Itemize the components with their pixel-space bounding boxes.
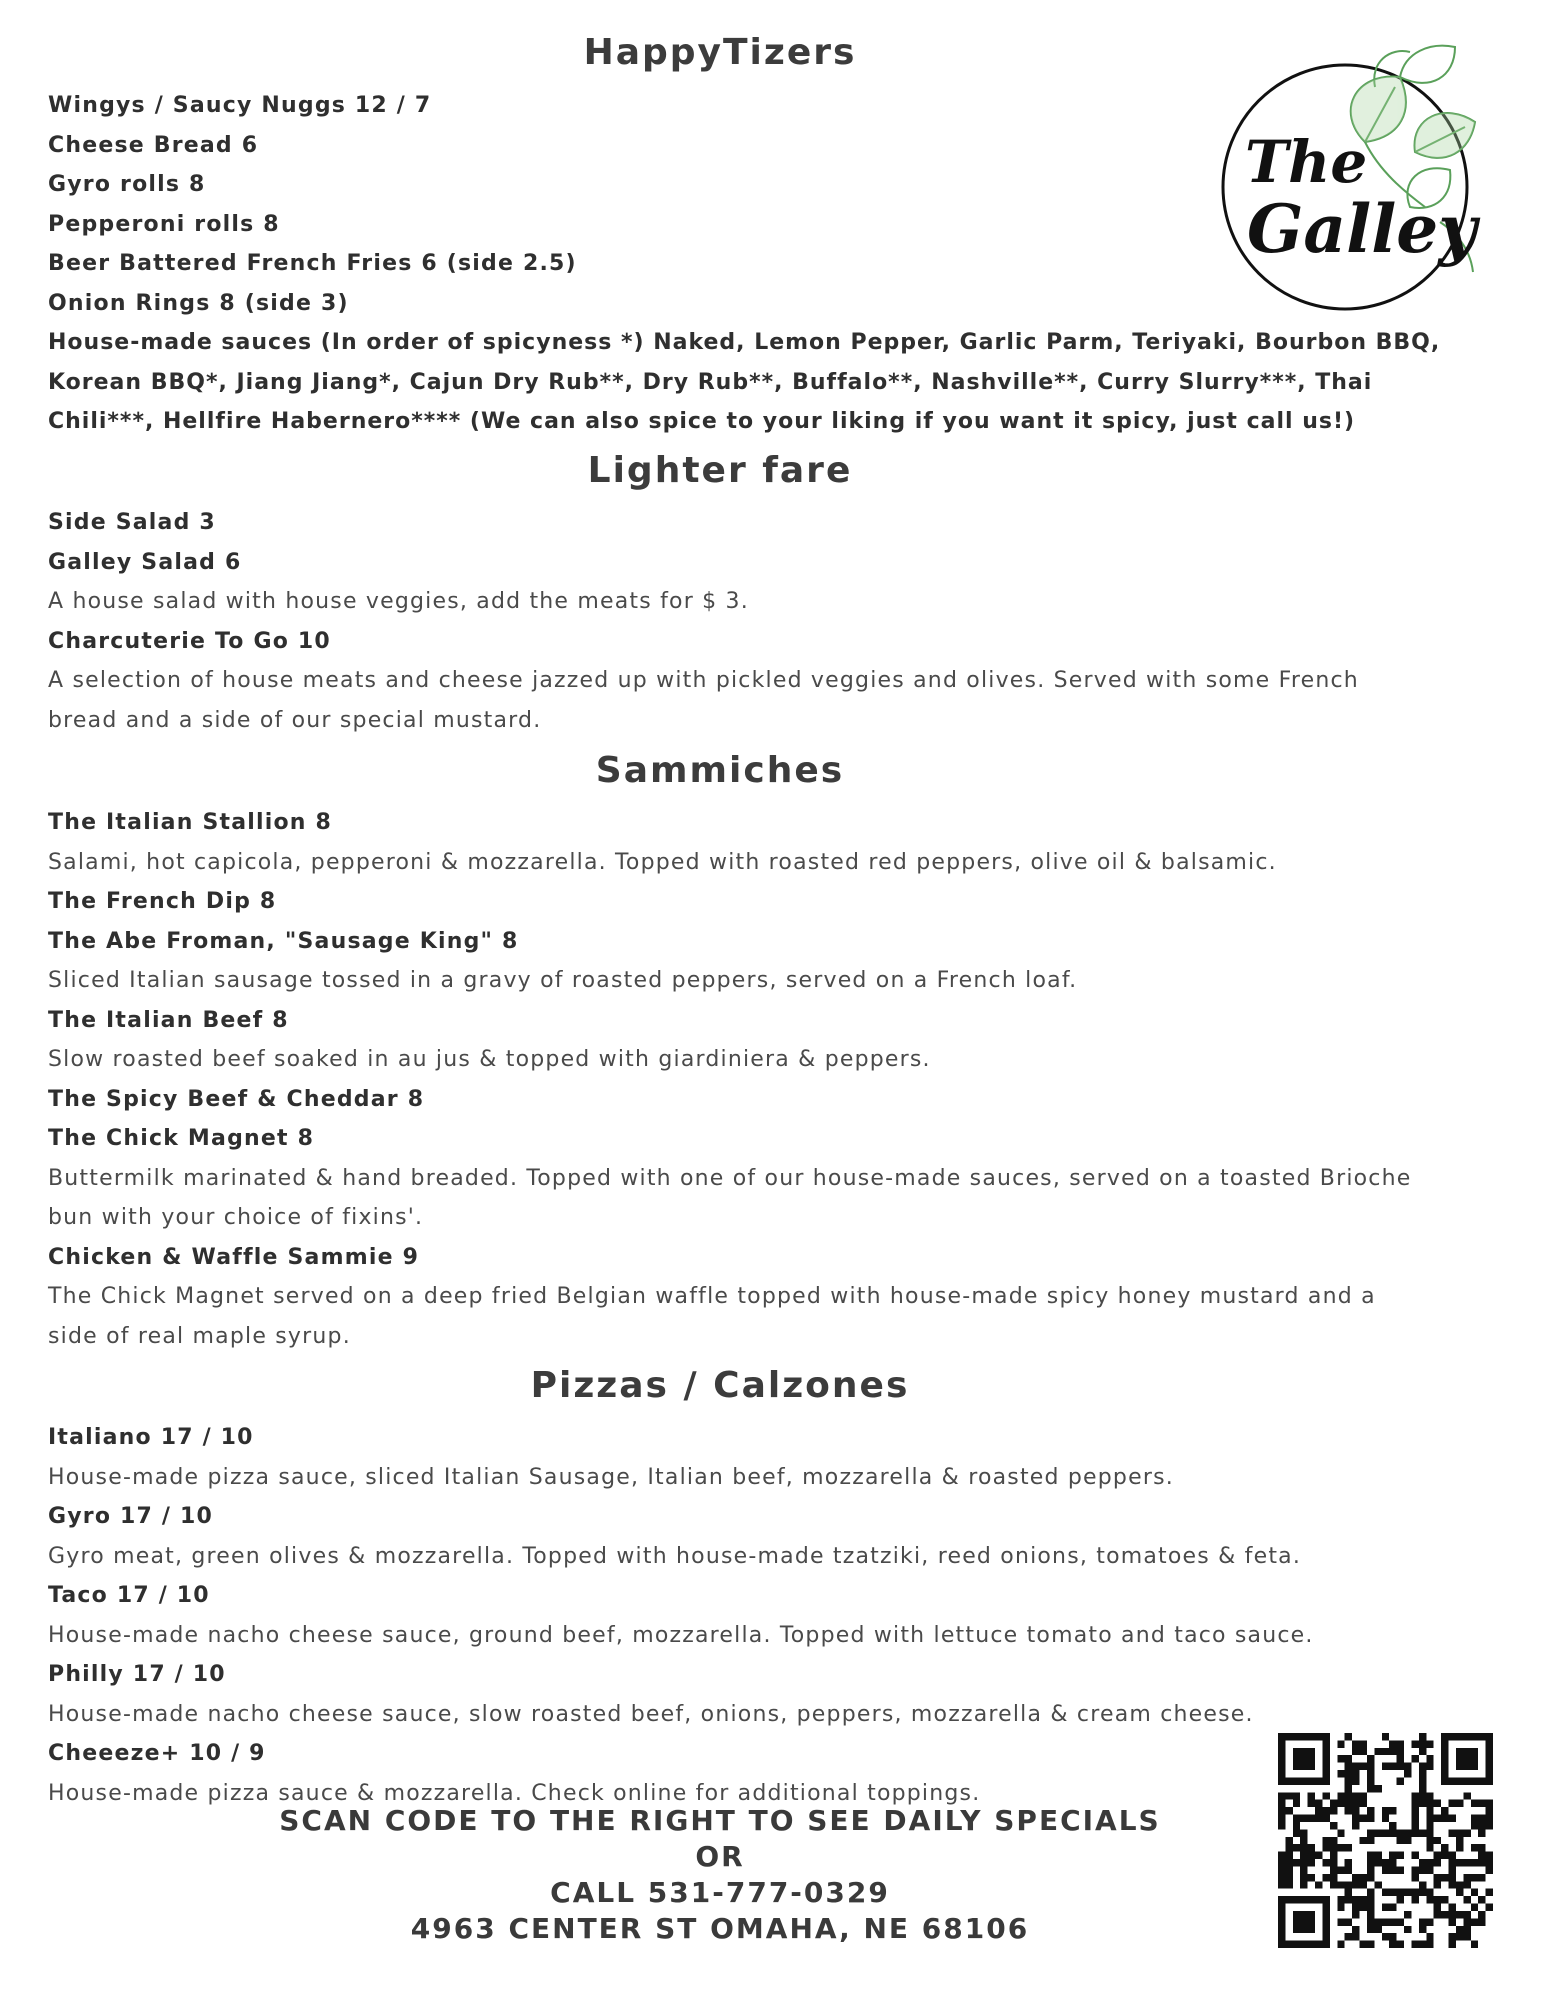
menu-item-taco-pizza: Taco 17 / 10: [48, 1583, 210, 1608]
menu-item-spicy-beef: The Spicy Beef & Cheddar 8: [48, 1086, 425, 1112]
menu-item-chick-magnet: The Chick Magnet 8: [48, 1126, 315, 1151]
menu-item-chicken-waffle: Chicken & Waffle Sammie 9: [48, 1244, 420, 1270]
pizzas-list: [48, 1418, 1488, 1813]
qr-code-icon[interactable]: [1278, 1733, 1493, 1948]
menu-item-side-salad: Side Salad 3: [48, 510, 216, 535]
menu-item-italiano: Italiano 17 / 10: [48, 1425, 254, 1450]
section-title-lighter-fare: Lighter fare: [587, 450, 853, 491]
happytizers-list: [48, 86, 1488, 442]
menu-item-description: House-made nacho cheese sauce, ground beef, mozzarella. Topped with lettuce tomato and taco sauce.: [48, 1622, 1314, 1648]
section-title-happytizers: HappyTizers: [583, 32, 857, 73]
footer-contact: [240, 1803, 1200, 1947]
menu-item-gyro-rolls: Gyro rolls 8: [48, 172, 206, 197]
section-title-sammiches: Sammiches: [595, 750, 845, 791]
menu-item-gyro-pizza: Gyro 17 / 10: [48, 1504, 214, 1529]
lighter-fare-list: [48, 503, 1488, 740]
menu-item-cheese-bread: Cheese Bread 6: [48, 132, 259, 158]
footer-address: 4963 CENTER ST OMAHA, NE 68106: [410, 1912, 1030, 1945]
menu-item-description: House-made nacho cheese sauce, slow roasted beef, onions, peppers, mozzarella & cream cheese.: [48, 1701, 1254, 1727]
menu-item-wingys: Wingys / Saucy Nuggs 12 / 7: [48, 93, 432, 118]
menu-item-french-dip: The French Dip 8: [48, 889, 277, 914]
menu-item-italian-beef: The Italian Beef 8: [48, 1007, 289, 1033]
menu-item-description: bread and a side of our special mustard.: [48, 707, 542, 733]
footer-scan-text: SCAN CODE TO THE RIGHT TO SEE DAILY SPECIALS: [279, 1804, 1161, 1837]
menu-item-french-fries: Beer Battered French Fries 6 (side 2.5): [48, 251, 577, 276]
logo-text-galley: Galley: [1247, 190, 1477, 268]
menu-item-philly-pizza: Philly 17 / 10: [48, 1662, 226, 1687]
sauces-line: House-made sauces (In order of spicyness *) Naked, Lemon Pepper, Garlic Parm, Teriyaki, Bourbon BBQ,: [48, 330, 1441, 355]
logo-text-the: The: [1245, 128, 1368, 196]
menu-item-description: Buttermilk marinated & hand breaded. Topped with one of our house-made sauces, served on a toasted Brioche: [48, 1165, 1412, 1191]
menu-item-italian-stallion: The Italian Stallion 8: [48, 810, 333, 835]
menu-item-galley-salad: Galley Salad 6: [48, 549, 242, 575]
menu-item-cheeeze: Cheeeze+ 10 / 9: [48, 1741, 266, 1766]
menu-item-description: A selection of house meats and cheese jazzed up with pickled veggies and olives. Served with some French: [48, 668, 1359, 693]
menu-item-onion-rings: Onion Rings 8 (side 3): [48, 290, 349, 316]
menu-item-description: Sliced Italian sausage tossed in a gravy of roasted peppers, served on a French loaf.: [48, 968, 1078, 993]
menu-item-description: Gyro meat, green olives & mozzarella. Topped with house-made tzatziki, reed onions, tomatoes & feta.: [48, 1543, 1302, 1569]
footer-phone[interactable]: CALL 531-777-0329: [550, 1876, 890, 1909]
menu-item-description: Slow roasted beef soaked in au jus & topped with giardiniera & peppers.: [48, 1047, 931, 1072]
sauces-line: Korean BBQ*, Jiang Jiang*, Cajun Dry Rub**, Dry Rub**, Buffalo**, Nashville**, Curry Slurry***, Thai: [48, 369, 1373, 395]
footer-or-text: OR: [695, 1840, 745, 1873]
sammiches-list: [48, 803, 1488, 1356]
menu-item-description: bun with your choice of fixins'.: [48, 1205, 424, 1230]
menu-item-description: side of real maple syrup.: [48, 1323, 351, 1349]
menu-item-description: The Chick Magnet served on a deep fried Belgian waffle topped with house-made spicy honey mustard and a: [48, 1284, 1376, 1309]
menu-item-description: House-made pizza sauce, sliced Italian Sausage, Italian beef, mozzarella & roasted peppers.: [48, 1464, 1174, 1490]
menu-item-pepperoni-rolls: Pepperoni rolls 8: [48, 211, 280, 237]
sauces-list: [48, 323, 1498, 442]
section-title-pizzas: Pizzas / Calzones: [530, 1365, 910, 1406]
menu-item-charcuterie: Charcuterie To Go 10: [48, 628, 331, 654]
menu-item-description: House-made pizza sauce & mozzarella. Check online for additional toppings.: [48, 1780, 981, 1806]
menu-item-description: A house salad with house veggies, add the meats for $ 3.: [48, 589, 749, 614]
menu-item-description: Salami, hot capicola, pepperoni & mozzarella. Topped with roasted red peppers, olive oil & balsamic.: [48, 849, 1277, 875]
sauces-line: Chili***, Hellfire Habernero**** (We can also spice to your liking if you want it spicy, just call us!): [48, 409, 1356, 434]
menu-item-abe-froman: The Abe Froman, "Sausage King" 8: [48, 928, 519, 954]
